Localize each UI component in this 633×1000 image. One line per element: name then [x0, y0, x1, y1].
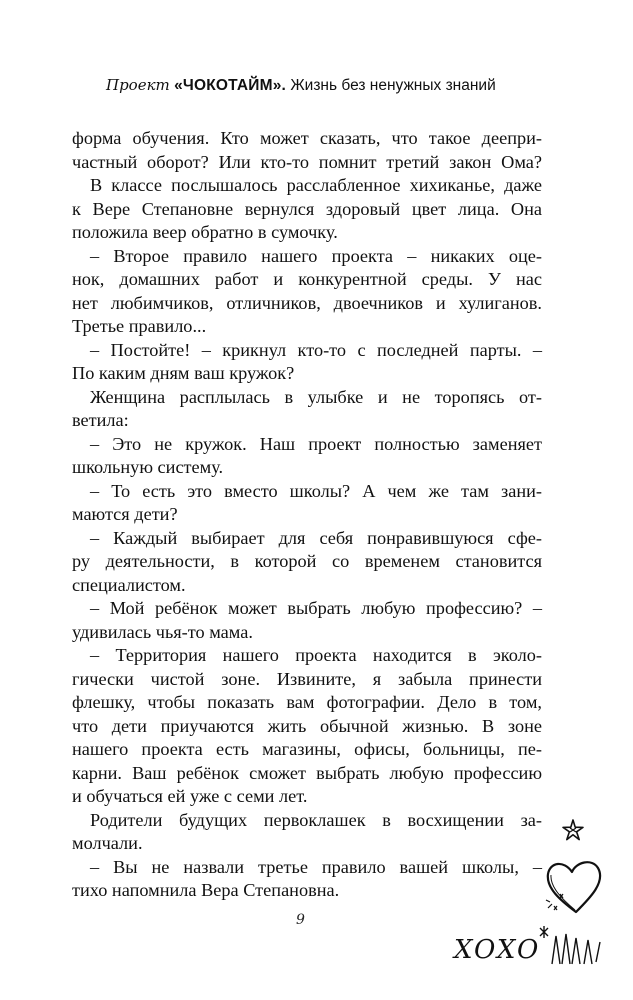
text-line: флешку, чтобы показать вам фотографии. Дело в том,	[72, 692, 542, 712]
text-line: – То есть это вместо школы? А чем же там зани-	[90, 480, 542, 501]
header-brand: «ЧОКОТАЙМ».	[174, 77, 287, 94]
text-line: По каким дням ваш кружок?	[72, 363, 295, 383]
text-line: специалистом.	[72, 574, 186, 595]
xoxo-doodle	[452, 918, 612, 974]
text-line: нок, домашних работ и конкурентной среды. У нас	[72, 269, 542, 289]
text-line: частный оборот? Или кто-то помнит третий закон Ома?	[72, 151, 542, 172]
text-line: карни. Ваш ребёнок сможет выбрать любую профессию	[72, 762, 542, 783]
text-line: Родители будущих первоклашек в восхищении за-	[90, 809, 542, 830]
header-subtitle: Жизнь без ненужных знаний	[290, 77, 496, 94]
header-script-word: Проект	[106, 76, 170, 94]
text-line: В классе послышалось расслабленное хихиканье, даже	[90, 175, 542, 195]
text-line: удивилась чья-то мама.	[72, 621, 253, 642]
text-line: и обучаться ей уже с семи лет.	[72, 786, 308, 806]
text-line: – Второе правило нашего проекта – никаких оце-	[90, 245, 542, 266]
text-line: маются дети?	[72, 504, 178, 524]
text-line: молчали.	[72, 833, 143, 853]
text-line: – Вы не назвали третье правило вашей школы, –	[90, 856, 542, 877]
text-line: тихо напомнила Вера Степановна.	[72, 880, 340, 900]
text-line: – Постойте! – крикнул кто-то с последней парты. –	[90, 339, 542, 360]
text-line: – Это не кружок. Наш проект полностью заменяет	[90, 433, 542, 454]
running-header	[106, 76, 496, 100]
xoxo-text: XOXO	[454, 935, 541, 965]
text-line: – Каждый выбирает для себя понравившуюся сфе-	[90, 527, 542, 548]
text-line: нашего проекта есть магазины, офисы, больницы, пе-	[72, 739, 542, 759]
text-line: нет любимчиков, отличников, двоечников и хулиганов.	[72, 292, 542, 313]
text-line: школьную систему.	[72, 457, 224, 477]
hand-drawn-star-icon	[561, 818, 585, 842]
text-line: к Вере Степановне вернулся здоровый цвет лица. Она	[72, 198, 542, 219]
body-text	[72, 127, 542, 903]
text-line: ру деятельности, в которой со временем становится	[72, 551, 542, 571]
page-number: 9	[296, 912, 305, 928]
text-line: Женщина расплылась в улыбке и не торопясь от-	[90, 386, 542, 407]
text-line: ветила:	[72, 410, 129, 430]
text-line: что дети приучаются жить обычной жизнью. В зоне	[72, 715, 542, 736]
text-line: положила веер обратно в сумочку.	[72, 222, 338, 242]
text-line: Третье правило...	[72, 316, 207, 336]
text-line: – Мой ребёнок может выбрать любую профессию? –	[90, 598, 542, 618]
text-line: форма обучения. Кто может сказать, что такое деепри-	[72, 128, 542, 148]
text-line: гически чистой зоне. Извините, я забыла принести	[72, 668, 542, 689]
hand-drawn-heart-icon	[540, 856, 610, 918]
scribble-marks	[540, 926, 600, 964]
text-line: – Территория нашего проекта находится в эколо-	[90, 645, 542, 665]
